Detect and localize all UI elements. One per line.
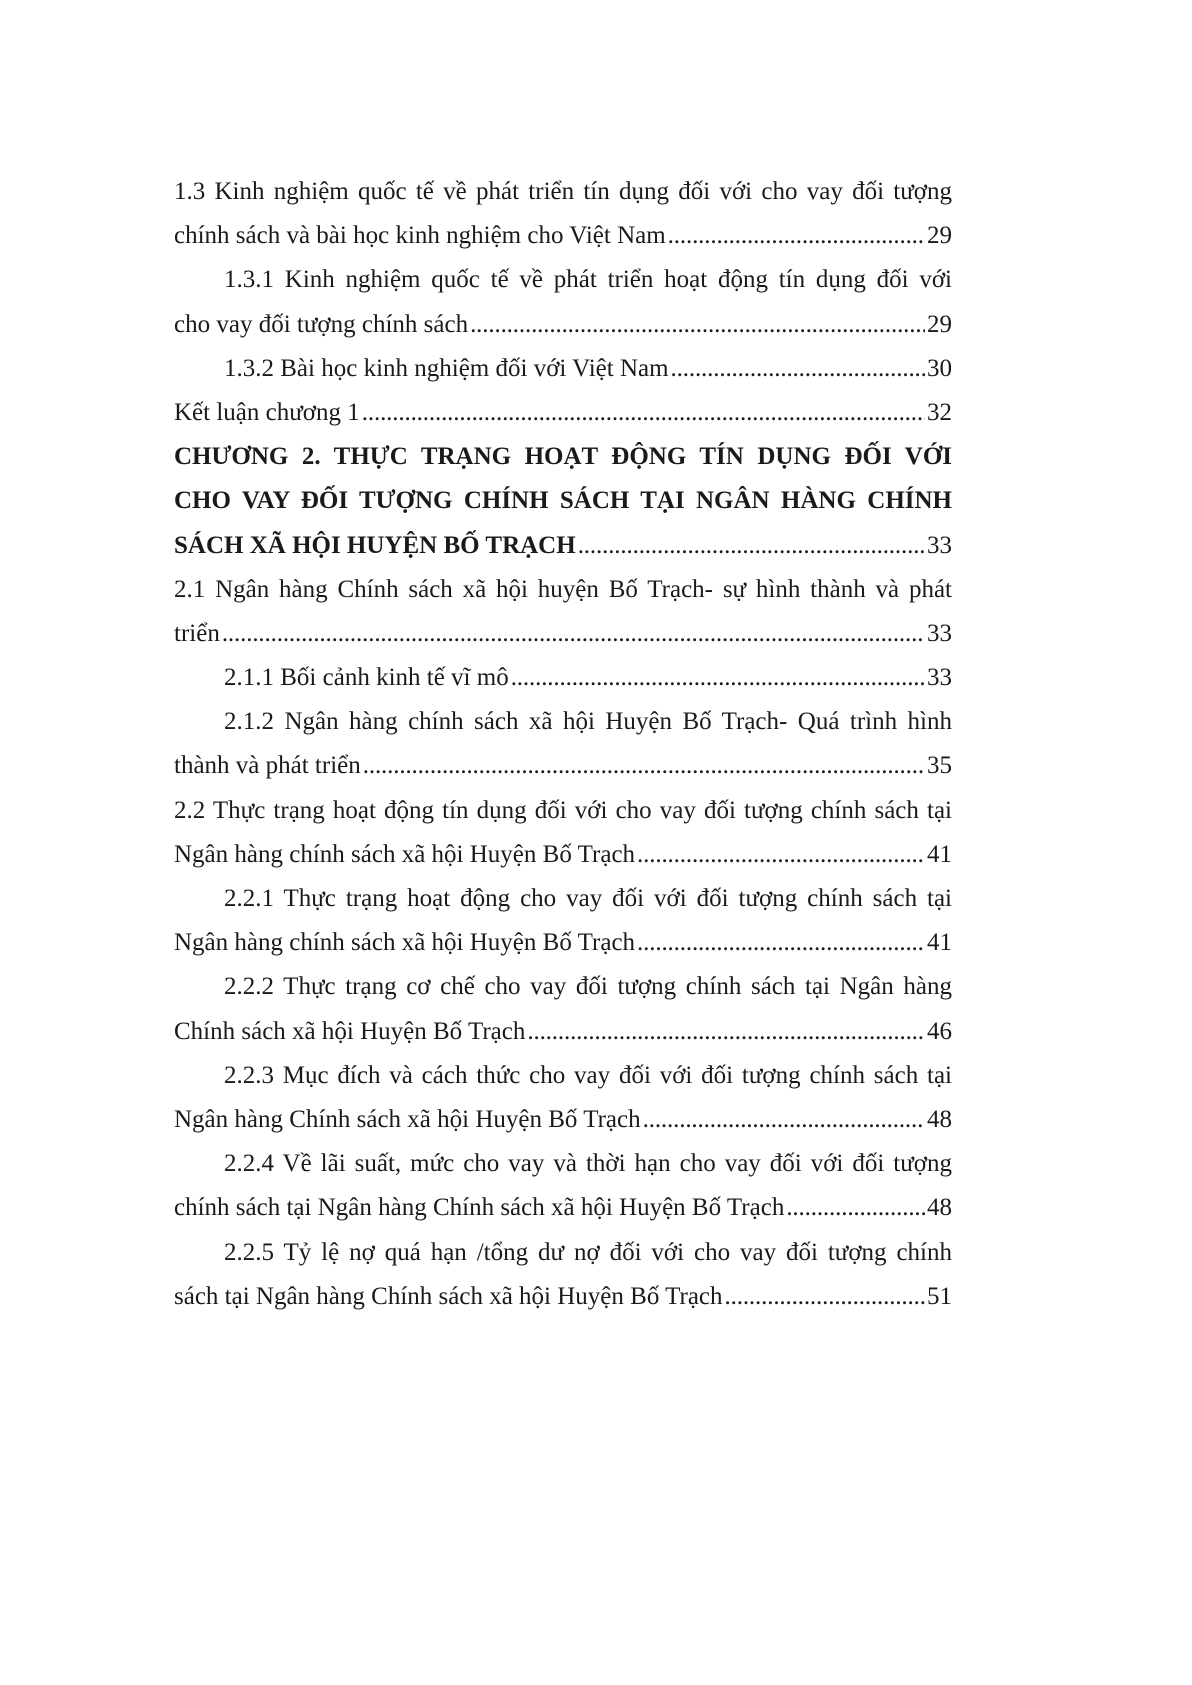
toc-page-number: 48	[927, 1105, 952, 1133]
toc-entry-text: Kết luận chương 1	[174, 398, 360, 426]
toc-entry-text: 2.2.3 Mục đích và cách thức cho vay đối với đối tượng chính sách tại	[224, 1061, 952, 1089]
toc-page-number: 51	[927, 1282, 952, 1310]
toc-entry-text: 1.3 Kinh nghiệm quốc tế về phát triển tín dụng đối với cho vay đối tượng	[174, 178, 952, 205]
toc-entry-text: 1.3.1 Kinh nghiệm quốc tế về phát triển hoạt động tín dụng đối với	[224, 266, 952, 294]
toc-entry[interactable]	[174, 170, 952, 258]
dot-leader	[578, 524, 925, 568]
toc-page-number: 33	[927, 619, 952, 647]
toc-entry[interactable]	[174, 391, 952, 435]
toc-entry[interactable]	[174, 700, 952, 788]
toc-entry-text: 2.2.4 Về lãi suất, mức cho vay và thời hạn cho vay đối với đối tượng	[224, 1150, 952, 1178]
toc-page-number: 33	[927, 531, 952, 559]
toc-entry-text: 2.1.2 Ngân hàng chính sách xã hội Huyện Bố Trạch- Quá trình hình	[224, 708, 952, 736]
toc-entry-text: CHƯƠNG 2. THỰC TRẠNG HOẠT ĐỘNG TÍN DỤNG ĐỐI VỚI	[174, 443, 952, 471]
toc-page-number: 35	[927, 752, 952, 780]
toc-entry-text: chính sách và bài học kinh nghiệm cho Việt Nam	[174, 222, 666, 250]
toc-entry-text: 2.1.1 Bối cảnh kinh tế vĩ mô	[224, 664, 509, 692]
toc-entry-text: Ngân hàng Chính sách xã hội Huyện Bố Trạch	[174, 1105, 641, 1133]
dot-leader	[470, 303, 925, 347]
dot-leader	[363, 744, 925, 788]
toc-entry-text: chính sách tại Ngân hàng Chính sách xã hội Huyện Bố Trạch	[174, 1194, 785, 1222]
toc-entry[interactable]	[174, 258, 952, 346]
toc-page-number: 33	[927, 664, 952, 692]
toc-entry[interactable]	[174, 789, 952, 877]
toc-page-number: 29	[927, 222, 952, 250]
toc-chapter-heading[interactable]	[174, 435, 952, 568]
dot-leader	[362, 391, 925, 435]
toc-entry[interactable]	[174, 656, 952, 700]
dot-leader	[725, 1275, 925, 1319]
dot-leader	[668, 214, 925, 258]
toc-page-number: 41	[927, 840, 952, 868]
toc-page-number: 30	[927, 354, 952, 382]
toc-entry[interactable]	[174, 347, 952, 391]
dot-leader	[222, 612, 925, 656]
toc-entry-text: Chính sách xã hội Huyện Bố Trạch	[174, 1017, 526, 1045]
toc-entry-text: 2.2.2 Thực trạng cơ chế cho vay đối tượng chính sách tại Ngân hàng	[224, 973, 952, 1001]
toc-entry-text: 2.2.1 Thực trạng hoạt động cho vay đối với đối tượng chính sách tại	[224, 885, 952, 912]
toc-entry[interactable]	[174, 965, 952, 1053]
toc-entry[interactable]	[174, 1231, 952, 1319]
toc-entry-text: cho vay đối tượng chính sách	[174, 310, 469, 338]
dot-leader	[786, 1186, 925, 1230]
dot-leader	[511, 656, 925, 700]
toc-page-number: 29	[927, 310, 952, 338]
table-of-contents	[174, 170, 952, 1319]
dot-leader	[527, 1010, 925, 1054]
toc-entry-text: Ngân hàng chính sách xã hội Huyện Bố Trạch	[174, 840, 636, 868]
dot-leader	[637, 921, 925, 965]
toc-entry-text: 2.2.5 Tỷ lệ nợ quá hạn /tổng dư nợ đối với cho vay đối tượng chính	[224, 1238, 952, 1266]
toc-entry[interactable]	[174, 1054, 952, 1142]
toc-page-number: 46	[927, 1017, 952, 1045]
toc-page-number: 41	[927, 929, 952, 957]
toc-entry-text: thành và phát triển	[174, 752, 361, 780]
toc-entry-text: SÁCH XÃ HỘI HUYỆN BỐ TRẠCH	[174, 531, 576, 559]
toc-page-number: 32	[927, 398, 952, 426]
toc-entry-text: 2.1 Ngân hàng Chính sách xã hội huyện Bố Trạch- sự hình thành và phát	[174, 575, 952, 603]
toc-entry[interactable]	[174, 568, 952, 656]
dot-leader	[643, 1098, 925, 1142]
toc-entry-text: triển	[174, 619, 220, 647]
dot-leader	[671, 347, 925, 391]
toc-entry-text: sách tại Ngân hàng Chính sách xã hội Huyện Bố Trạch	[174, 1282, 723, 1310]
dot-leader	[637, 833, 925, 877]
toc-entry-text: 1.3.2 Bài học kinh nghiệm đối với Việt Nam	[224, 354, 669, 382]
toc-entry-text: 2.2 Thực trạng hoạt động tín dụng đối với cho vay đối tượng chính sách tại	[174, 796, 952, 824]
toc-page-number: 48	[927, 1194, 952, 1222]
toc-entry-text: Ngân hàng chính sách xã hội Huyện Bố Trạch	[174, 929, 636, 957]
toc-entry[interactable]	[174, 1142, 952, 1230]
toc-entry[interactable]	[174, 877, 952, 965]
toc-entry-text: CHO VAY ĐỐI TƯỢNG CHÍNH SÁCH TẠI NGÂN HÀNG CHÍNH	[174, 487, 952, 515]
